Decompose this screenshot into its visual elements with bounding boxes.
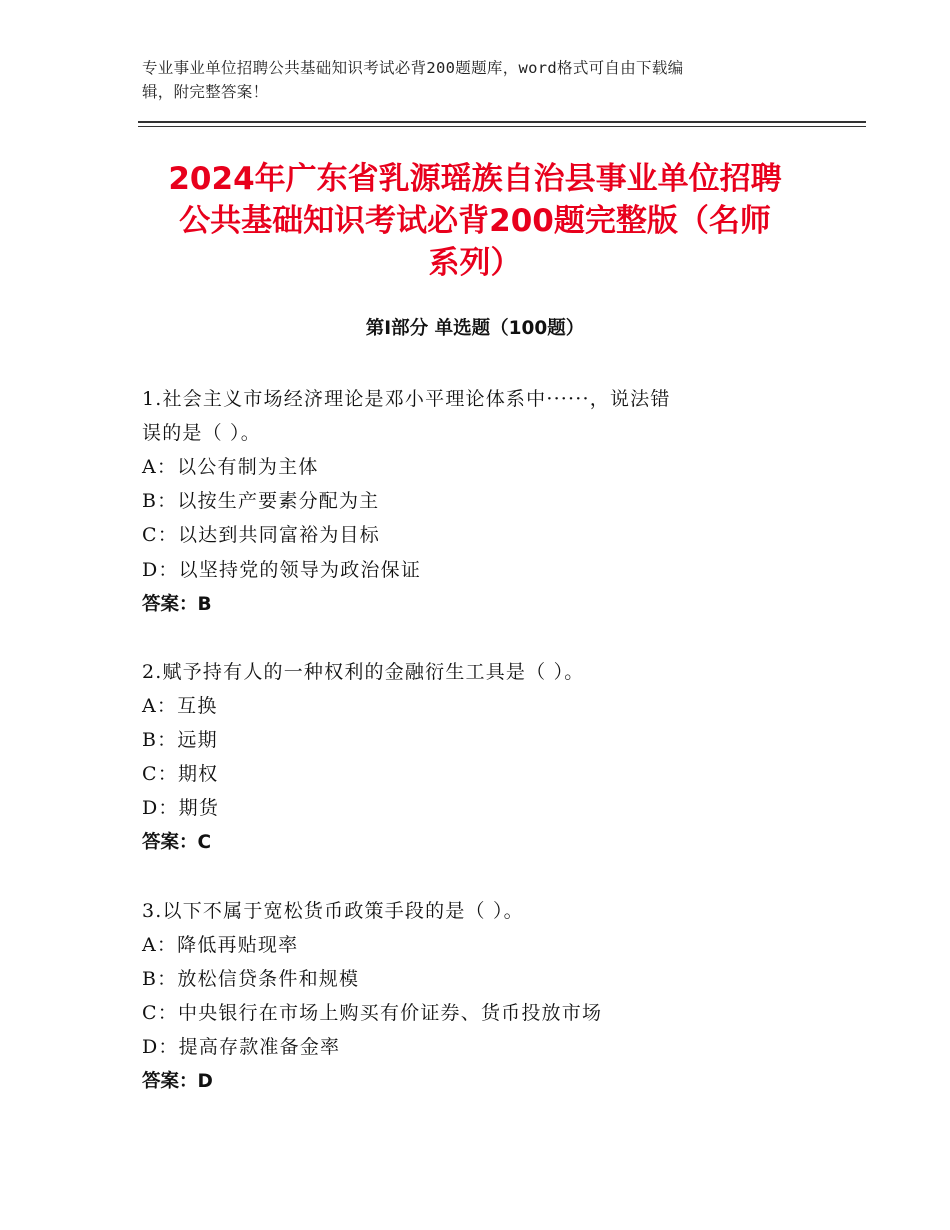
question-2-answer: 答案：C — [142, 832, 212, 853]
title-line-3: 系列） — [428, 245, 522, 281]
question-2-text-line-1: 2.赋予持有人的一种权利的金融衍生工具是（ ）。 — [142, 661, 585, 683]
question-1-text-line-2: 误的是（ ）。 — [142, 422, 261, 444]
question-3-option-b: B：放松信贷条件和规模 — [142, 968, 360, 990]
title-line-2: 公共基础知识考试必背200题完整版（名师 — [179, 203, 771, 239]
section-heading: 第Ⅰ部分 单选题（100题） — [365, 318, 585, 339]
question-3-text-line-1: 3.以下不属于宽松货币政策手段的是（ ）。 — [142, 900, 524, 922]
question-2-option-b: B：远期 — [142, 729, 218, 751]
title-line-1: 2024年广东省乳源瑶族自治县事业单位招聘 — [168, 161, 782, 197]
question-1-option-a: A：以公有制为主体 — [142, 456, 319, 478]
document-title — [130, 158, 820, 284]
question-1-option-b: B：以按生产要素分配为主 — [142, 490, 380, 512]
header-note-line-1: 专业事业单位招聘公共基础知识考试必背200题题库，word格式可自由下载编 — [142, 59, 684, 77]
question-1-option-c: C：以达到共同富裕为目标 — [142, 524, 380, 546]
question-2-option-a: A：互换 — [142, 695, 218, 717]
question-2-option-c: C：期权 — [142, 763, 219, 785]
header-rule-thick — [138, 121, 866, 123]
question-2-option-d: D：期货 — [142, 797, 220, 819]
header-rule-thin — [138, 126, 866, 127]
question-3-option-c: C：中央银行在市场上购买有价证券、货币投放市场 — [142, 1002, 603, 1024]
header-note-line-2: 辑，附完整答案！ — [142, 83, 269, 101]
question-1-option-d: D：以坚持党的领导为政治保证 — [142, 559, 422, 581]
question-3-option-a: A：降低再贴现率 — [142, 934, 299, 956]
question-3-answer: 答案：D — [142, 1071, 213, 1092]
question-3-option-d: D：提高存款准备金率 — [142, 1036, 341, 1058]
question-1-answer: 答案：B — [142, 594, 212, 615]
header-note — [142, 56, 782, 104]
question-1-text-line-1: 1.社会主义市场经济理论是邓小平理论体系中······，说法错 — [142, 388, 671, 410]
